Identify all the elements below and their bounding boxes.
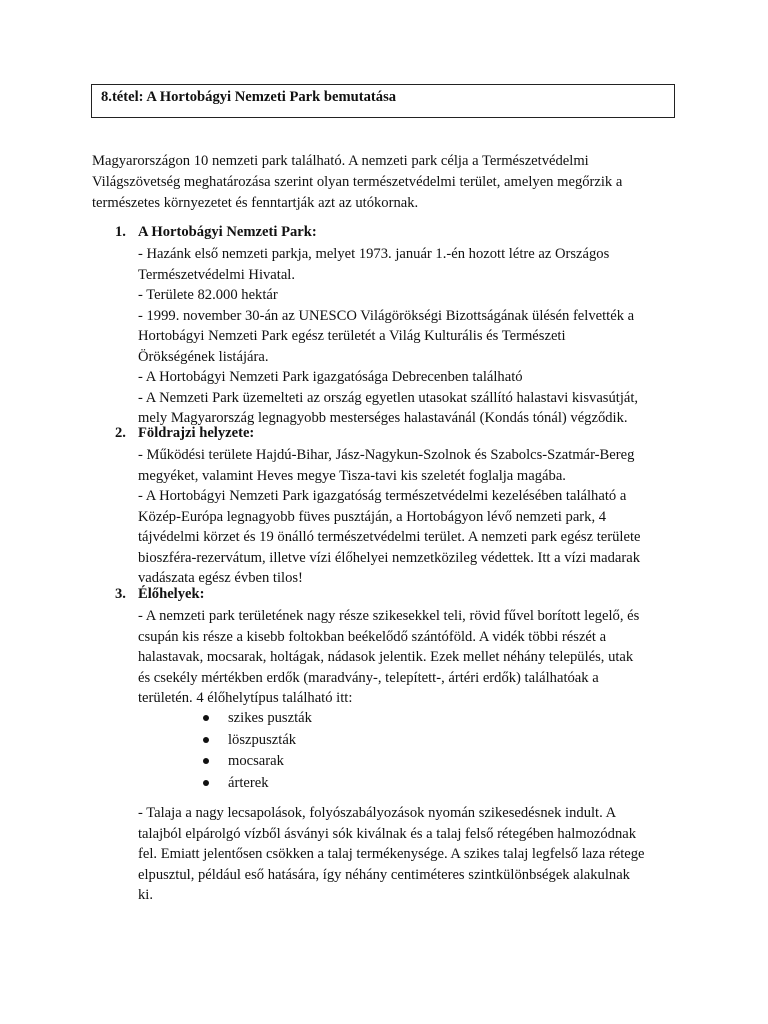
section-heading: A Hortobágyi Nemzeti Park:	[138, 224, 317, 240]
section-line: vadászata egész évben tilos!	[138, 570, 303, 586]
section-line: - Működési területe Hajdú-Bihar, Jász-Nagykun-Szolnok és Szabolcs-Szatmár-Bereg	[138, 447, 635, 463]
paragraph-line: fel. Emiatt jelentősen csökken a talaj termékenysége. A szikes talaj legfelső laza rétege	[138, 846, 645, 862]
section-body	[138, 445, 678, 589]
section-number: 1.	[115, 224, 126, 240]
list-item-text: árterek	[228, 774, 269, 791]
section-line: - 1999. november 30-án az UNESCO Világörökségi Bizottságának ülésén felvették a	[138, 307, 635, 324]
section-line: mely Magyarország legnagyobb mesterséges halastavánál (Kondás tónál) végződik.	[138, 410, 628, 426]
section-heading: Földrajzi helyzete:	[138, 425, 255, 441]
section-line: tájvédelmi körzet és 19 önálló természetvédelmi terület. A nemzeti park egész területe	[138, 529, 641, 545]
section-line: megyéket, valamint Heves megye Tisza-tavi kis szeletét foglalja magába.	[138, 467, 566, 484]
section-line: Hortobágyi Nemzeti Park egész területét a Világ Kulturális és Természeti	[138, 328, 566, 344]
bullet-icon	[203, 737, 209, 743]
section-body	[138, 244, 678, 429]
section-number: 2.	[115, 425, 126, 441]
section-line: és csekély mértékben erdők (maradvány-, telepített-, ártéri erdők) találhatóak a	[138, 669, 599, 686]
paragraph-line: elpusztul, például eső hatására, így néhány centiméteres szintkülönbségek alakulnak	[138, 866, 630, 883]
intro-line: természetes környezetet és fenntartják azt az utókornak.	[92, 195, 419, 211]
section-heading: Élőhelyek:	[138, 586, 205, 602]
list-item-text: löszpuszták	[228, 731, 297, 748]
intro-line: Világszövetség meghatározása szerint olyan természetvédelmi terület, amelyen megőrzik a	[92, 174, 623, 190]
section-line: - A Hortobágyi Nemzeti Park igazgatósága Debrecenben található	[138, 369, 523, 385]
title-box	[91, 84, 675, 118]
section-line: halastavak, mocsarak, holtágak, nádasok jelentik. Ezek mellet néhány település, utak	[138, 649, 634, 665]
section-line: - Hazánk első nemzeti parkja, melyet 1973. január 1.-én hozott létre az Országos	[138, 246, 610, 262]
section-number: 3.	[115, 586, 126, 602]
section-line: területén. 4 élőhelytípus található itt:	[138, 690, 353, 706]
bullet-icon	[203, 780, 209, 786]
section-line: Természetvédelmi Hivatal.	[138, 266, 296, 283]
list-item-text: szikes puszták	[228, 710, 312, 726]
paragraph-line: talajból elpárolgó vízből ásványi sók kiválnak és a talaj felső rétegében halmozódnak	[138, 825, 637, 842]
paragraph-line: - Talaja a nagy lecsapolások, folyószabályozások nyomán szikesedésnek indult. A	[138, 805, 617, 821]
intro-line: Magyarországon 10 nemzeti park található. A nemzeti park célja a Természetvédelmi	[92, 153, 589, 169]
intro-paragraph	[92, 151, 672, 214]
document-title: 8.tétel: A Hortobágyi Nemzeti Park bemutatása	[101, 89, 397, 105]
section-line: - A nemzeti park területének nagy része szikesekkel teli, rövid fűvel borított legelő, és	[138, 608, 640, 624]
paragraph-line: ki.	[138, 887, 153, 903]
section-line: csupán kis része a kisebb foltokban beékelődő szántóföld. A vidék többi részét a	[138, 628, 607, 645]
bullet-icon	[203, 715, 209, 721]
section-line: - A Hortobágyi Nemzeti Park igazgatóság természetvédelmi kezelésében található a	[138, 488, 627, 504]
soil-paragraph	[138, 803, 678, 906]
section-body	[138, 606, 678, 709]
section-line: bioszféra-rezervátum, illetve vízi élőhelyei nemzetközileg védettek. Itt a vízi madarak	[138, 549, 641, 566]
section-line: Örökségének listájára.	[138, 348, 269, 365]
section-line: - A Nemzeti Park üzemelteti az ország egyetlen utasokat szállító halastavi kisvasútját,	[138, 389, 639, 406]
section-line: - Területe 82.000 hektár	[138, 287, 278, 303]
section-line: Közép-Európa legnagyobb füves pusztáján, a Hortobágyon lévő nemzeti park, 4	[138, 508, 607, 525]
list-item-text: mocsarak	[228, 753, 284, 769]
bullet-icon	[203, 758, 209, 764]
